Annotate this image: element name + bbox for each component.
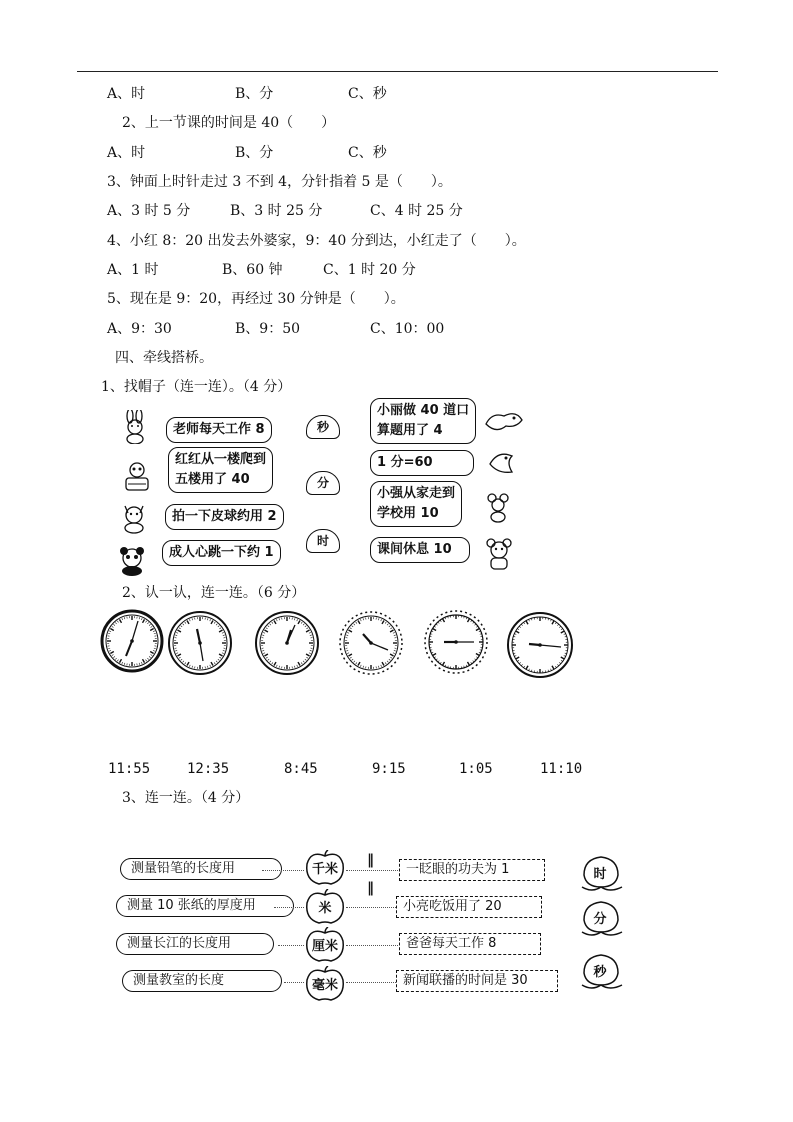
hat-seconds[interactable] bbox=[298, 415, 346, 441]
clock-face-4[interactable] bbox=[338, 610, 404, 676]
time-label-4: 9:15 bbox=[372, 761, 406, 777]
q2-option-c: C、秒 bbox=[348, 145, 387, 161]
time-label-5: 1:05 bbox=[459, 761, 493, 777]
bubble-text: 课间休息 10 bbox=[377, 542, 452, 557]
time-label-2: 12:35 bbox=[187, 761, 230, 777]
dotted-connector bbox=[274, 907, 304, 908]
measure-classroom-pill[interactable]: 测量教室的长度 bbox=[122, 970, 282, 992]
q2-text: 2、上一节课的时间是 40（ ） bbox=[122, 115, 336, 131]
bubble-text: 五楼用了 40 bbox=[175, 472, 250, 487]
q4-option-b: B、60 钟 bbox=[222, 262, 283, 278]
bear-icon bbox=[482, 536, 516, 570]
bird-icon bbox=[484, 446, 518, 480]
clock-hub bbox=[130, 639, 134, 643]
time-box-meal[interactable]: 小亮吃饭用了 20 bbox=[396, 896, 542, 918]
part1-title: 1、找帽子（连一连）。（4 分） bbox=[101, 379, 292, 395]
hat-minutes[interactable] bbox=[298, 471, 346, 497]
dotted-connector bbox=[346, 907, 398, 908]
peach-hour[interactable] bbox=[578, 853, 624, 893]
bubble-text: 算题用了 4 bbox=[377, 423, 443, 438]
clock-hub bbox=[198, 641, 202, 645]
dotted-connector bbox=[284, 982, 304, 983]
q3-option-b: B、3 时 25 分 bbox=[230, 203, 323, 219]
peach-label: 分 bbox=[593, 912, 607, 927]
rabbit-icon bbox=[118, 410, 152, 444]
bubble-text: 拍一下皮球约用 2 bbox=[172, 509, 277, 524]
q1-option-a: A、时 bbox=[107, 86, 146, 102]
q1-option-b: B、分 bbox=[235, 86, 274, 102]
measure-pencil-pill[interactable]: 测量铅笔的长度用 bbox=[120, 858, 282, 880]
hat-label: 秒 bbox=[306, 415, 340, 439]
q4-option-a: A、1 时 bbox=[107, 262, 159, 278]
apple-centimeter[interactable] bbox=[303, 927, 347, 963]
speech-bubble-heart bbox=[162, 540, 281, 566]
double-bar-divider: ‖ bbox=[367, 880, 374, 896]
q2-option-b: B、分 bbox=[235, 145, 274, 161]
bubble-text: 1 分=60 bbox=[377, 455, 433, 470]
speech-bubble-ball bbox=[165, 504, 284, 530]
apple-label: 米 bbox=[318, 901, 332, 916]
q5-option-b: B、9：50 bbox=[235, 321, 301, 337]
time-box-news[interactable]: 新闻联播的时间是 30 bbox=[396, 970, 558, 992]
q3-text: 3、钟面上时针走过 3 不到 4，分针指着 5 是（ ）。 bbox=[107, 174, 452, 190]
measure-river-pill[interactable]: 测量长江的长度用 bbox=[116, 933, 274, 955]
peach-second[interactable] bbox=[578, 951, 624, 991]
clock-face-6[interactable] bbox=[505, 610, 575, 680]
q2-option-a: A、时 bbox=[107, 145, 146, 161]
time-box-work[interactable]: 爸爸每天工作 8 bbox=[399, 933, 541, 955]
dotted-connector bbox=[278, 945, 304, 946]
clock-hub bbox=[285, 641, 289, 645]
dotted-connector bbox=[262, 870, 304, 871]
peach-label: 秒 bbox=[593, 965, 607, 980]
apple-label: 厘米 bbox=[311, 939, 338, 954]
mole-icon bbox=[120, 460, 154, 494]
clock-face-2[interactable] bbox=[167, 610, 233, 676]
part2-title: 2、认一认，连一连。（6 分） bbox=[122, 585, 306, 601]
time-label-1: 11:55 bbox=[108, 761, 151, 777]
clock-hub bbox=[538, 643, 542, 647]
q5-option-c: C、10：00 bbox=[370, 321, 445, 337]
q4-text: 4、小红 8：20 出发去外婆家，9：40 分到达，小红走了（ ）。 bbox=[107, 233, 526, 249]
speech-bubble-recess bbox=[370, 537, 470, 563]
speech-bubble-xiaoqiang bbox=[370, 481, 462, 527]
clock-face-3[interactable] bbox=[254, 610, 320, 676]
time-label-3: 8:45 bbox=[284, 761, 318, 777]
measure-paper-pill[interactable]: 测量 10 张纸的厚度用 bbox=[116, 895, 294, 917]
dotted-connector bbox=[346, 945, 398, 946]
clock-face-1[interactable] bbox=[100, 609, 164, 673]
time-box-blink[interactable]: 一眨眼的功夫为 1 bbox=[399, 859, 545, 881]
clock-hub bbox=[454, 640, 458, 644]
q5-text: 5、现在是 9：20，再经过 30 分钟是（ ）。 bbox=[107, 291, 405, 307]
apple-millimeter[interactable] bbox=[303, 966, 347, 1002]
q3-option-c: C、4 时 25 分 bbox=[370, 203, 463, 219]
apple-meter[interactable] bbox=[303, 889, 347, 925]
bubble-text: 红红从一楼爬到 bbox=[175, 452, 267, 467]
mouse-icon bbox=[482, 490, 516, 524]
apple-kilometer[interactable] bbox=[303, 850, 347, 886]
clock-hub bbox=[369, 641, 373, 645]
apple-label: 千米 bbox=[311, 862, 338, 877]
bubble-text: 学校用 10 bbox=[377, 506, 439, 521]
cat-icon bbox=[117, 500, 151, 534]
q4-option-c: C、1 时 20 分 bbox=[323, 262, 416, 278]
bubble-text: 小丽做 40 道口 bbox=[377, 403, 470, 418]
peach-minute[interactable] bbox=[578, 898, 624, 938]
speech-bubble-honghong bbox=[168, 447, 273, 493]
q1-option-c: C、秒 bbox=[348, 86, 387, 102]
apple-label: 毫米 bbox=[311, 978, 338, 993]
peach-label: 时 bbox=[593, 867, 607, 882]
q5-option-a: A、9：30 bbox=[107, 321, 172, 337]
speech-bubble-teacher bbox=[166, 417, 272, 443]
part3-title: 3、连一连。（4 分） bbox=[122, 790, 250, 806]
dragon-icon bbox=[482, 404, 526, 438]
panda-icon bbox=[115, 543, 149, 577]
hat-label: 时 bbox=[306, 529, 340, 553]
time-label-6: 11:10 bbox=[540, 761, 583, 777]
speech-bubble-xiaoli bbox=[370, 398, 476, 444]
dotted-connector bbox=[346, 982, 398, 983]
dotted-connector bbox=[346, 870, 398, 871]
hat-hours[interactable] bbox=[298, 529, 346, 555]
double-bar-divider: ‖ bbox=[367, 852, 374, 868]
bubble-text: 成人心跳一下约 1 bbox=[169, 545, 274, 560]
bubble-text: 小强从家走到 bbox=[377, 486, 456, 501]
bubble-text: 老师每天工作 8 bbox=[173, 422, 265, 437]
header-rule bbox=[77, 71, 718, 72]
clock-face-5[interactable] bbox=[422, 608, 490, 676]
speech-bubble-minute bbox=[370, 450, 474, 476]
q3-option-a: A、3 时 5 分 bbox=[107, 203, 191, 219]
section4-title: 四、牵线搭桥。 bbox=[115, 350, 213, 366]
hat-label: 分 bbox=[306, 471, 340, 495]
